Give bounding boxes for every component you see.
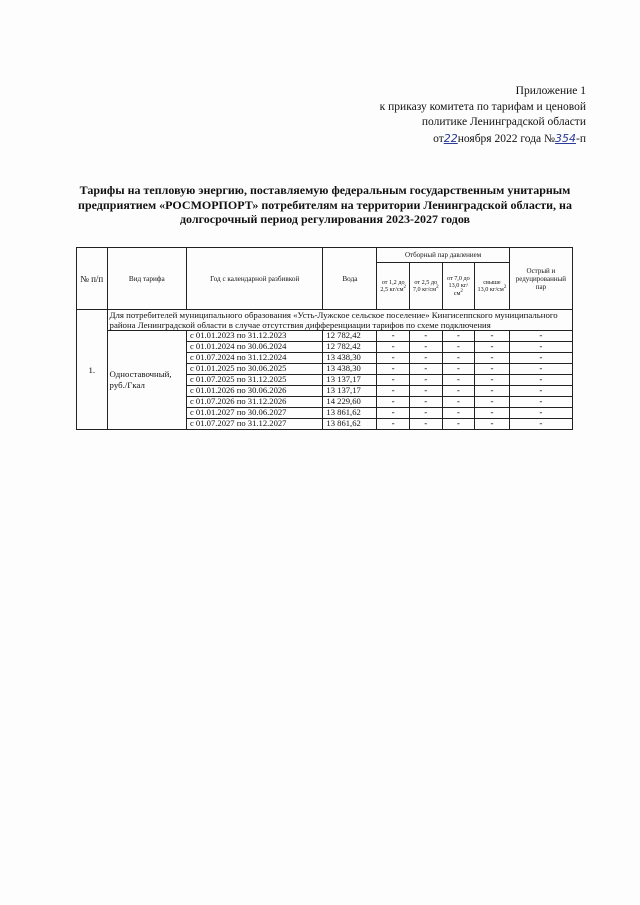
steam-2-cell: - [409,375,442,386]
consumer-row [77,310,573,331]
title-line-3: долгосрочный период регулирования 2023-2027 годов [179,212,471,226]
period-cell: с 01.07.2026 по 31.12.2026 [186,397,322,408]
period-cell: с 01.07.2027 по 31.12.2027 [186,419,322,430]
steam-1-cell: - [377,419,410,430]
header-steam-1: от 1,2 до 2,5 $кг/см^2$ [377,263,410,310]
appendix-order-line: к приказу комитета по тарифам и ценовой [379,100,586,113]
handwritten-order-number: 354 [555,131,577,145]
steam-1-cell: - [377,342,410,353]
header-water: Вода [323,248,377,310]
steam-1-cell: - [377,375,410,386]
steam-1-cell: - [377,331,410,342]
steam-2-cell: - [409,408,442,419]
handwritten-day: 22 [443,131,458,145]
steam-1-cell: - [377,397,410,408]
title-line-1: Тарифы на тепловую энергию, поставляемую федеральным государственным унитарным [79,183,571,197]
consumer-description: Для потребителей муниципального образования «Усть-Лужское сельское поселение» Кингисеппского муниципального района Ленинградской области в случае отсутствия дифференциации тарифов по схеме подключения [107,310,572,331]
date-month-year: ноября 2022 года [457,132,542,145]
water-price-cell: 14 229,60 [323,397,377,408]
sharp-steam-cell: - [509,408,572,419]
row-number: 1. [88,364,96,375]
water-price-cell: 12 782,42 [323,331,377,342]
header-period: Год с календарной разбивкой [186,248,322,310]
steam-3-cell: - [442,397,475,408]
sharp-steam-cell: - [509,419,572,430]
header-steam-2: от 2,5 до 7,0 $кг/см^2$ [409,263,442,310]
steam-3-cell: - [442,353,475,364]
steam-4-cell: - [475,331,510,342]
water-price-cell: 13 861,62 [323,419,377,430]
water-price-cell: 13 861,62 [323,408,377,419]
period-cell: с 01.01.2024 по 30.06.2024 [186,342,322,353]
order-suffix: -п [576,132,586,145]
water-price-cell: 13 137,17 [323,375,377,386]
steam-2-cell: - [409,386,442,397]
header-steam-3: от 7,0 до 13,0 $кг/см^2$ [442,263,475,310]
header-steam-4: свыше 13,0 $кг/см^2$ [475,263,510,310]
water-price-cell: 13 438,30 [323,353,377,364]
date-from-label: от [433,132,444,145]
steam-3-cell: - [442,408,475,419]
appendix-block [330,84,586,147]
steam-2-cell: - [409,364,442,375]
steam-1-cell: - [377,386,410,397]
water-price-cell: 13 438,30 [323,364,377,375]
steam-2-cell: - [409,331,442,342]
steam-2-cell: - [409,342,442,353]
period-cell: с 01.01.2025 по 30.06.2025 [186,364,322,375]
consumer-num-cell [77,310,108,430]
appendix-committee-line: политике Ленинградской области [421,116,586,128]
number-sign: № [544,132,556,145]
header-tariff-type: Вид тарифа [107,248,186,310]
header-steam-group: Отборный пар давлением [377,248,509,263]
steam-2-cell: - [409,353,442,364]
period-cell: с 01.07.2024 по 31.12.2024 [186,353,322,364]
steam-3-cell: - [442,364,475,375]
steam-2-cell: - [409,419,442,430]
steam-4-cell: - [475,342,510,353]
steam-4-cell: - [475,419,510,430]
sharp-steam-cell: - [509,375,572,386]
table-row [77,331,573,342]
header-num: № п/п [77,248,108,310]
sharp-steam-cell: - [509,342,572,353]
steam-3-cell: - [442,419,475,430]
header-row-1 [77,248,573,263]
steam-3-cell: - [442,342,475,353]
steam-4-cell: - [475,375,510,386]
sharp-steam-cell: - [509,364,572,375]
document-title [60,183,590,227]
water-price-cell: 12 782,42 [323,342,377,353]
sharp-steam-cell: - [509,353,572,364]
steam-4-cell: - [475,397,510,408]
period-cell: с 01.07.2025 по 31.12.2025 [186,375,322,386]
steam-2-cell: - [409,397,442,408]
title-line-2: предприятием «РОСМОРПОРТ» потребителям на территории Ленинградской области, на [78,197,572,212]
period-cell: с 01.01.2026 по 30.06.2026 [186,386,322,397]
sharp-steam-cell: - [509,397,572,408]
period-cell: с 01.01.2027 по 30.06.2027 [186,408,322,419]
steam-4-cell: - [475,364,510,375]
steam-3-cell: - [442,386,475,397]
appendix-date-line [330,131,586,148]
period-cell: с 01.01.2023 по 31.12.2023 [186,331,322,342]
water-price-cell: 13 137,17 [323,386,377,397]
tariff-table [76,247,573,430]
steam-4-cell: - [475,386,510,397]
steam-4-cell: - [475,408,510,419]
steam-1-cell: - [377,408,410,419]
appendix-title: Приложение 1 [515,85,586,97]
steam-4-cell: - [475,353,510,364]
sharp-steam-cell: - [509,386,572,397]
steam-3-cell: - [442,375,475,386]
steam-1-cell: - [377,353,410,364]
steam-3-cell: - [442,331,475,342]
tariff-type-cell: Одноставочный, руб./Гкал [107,331,186,430]
sharp-steam-cell: - [509,331,572,342]
steam-1-cell: - [377,364,410,375]
header-sharp-steam: Острый и редуцированный пар [509,248,572,310]
